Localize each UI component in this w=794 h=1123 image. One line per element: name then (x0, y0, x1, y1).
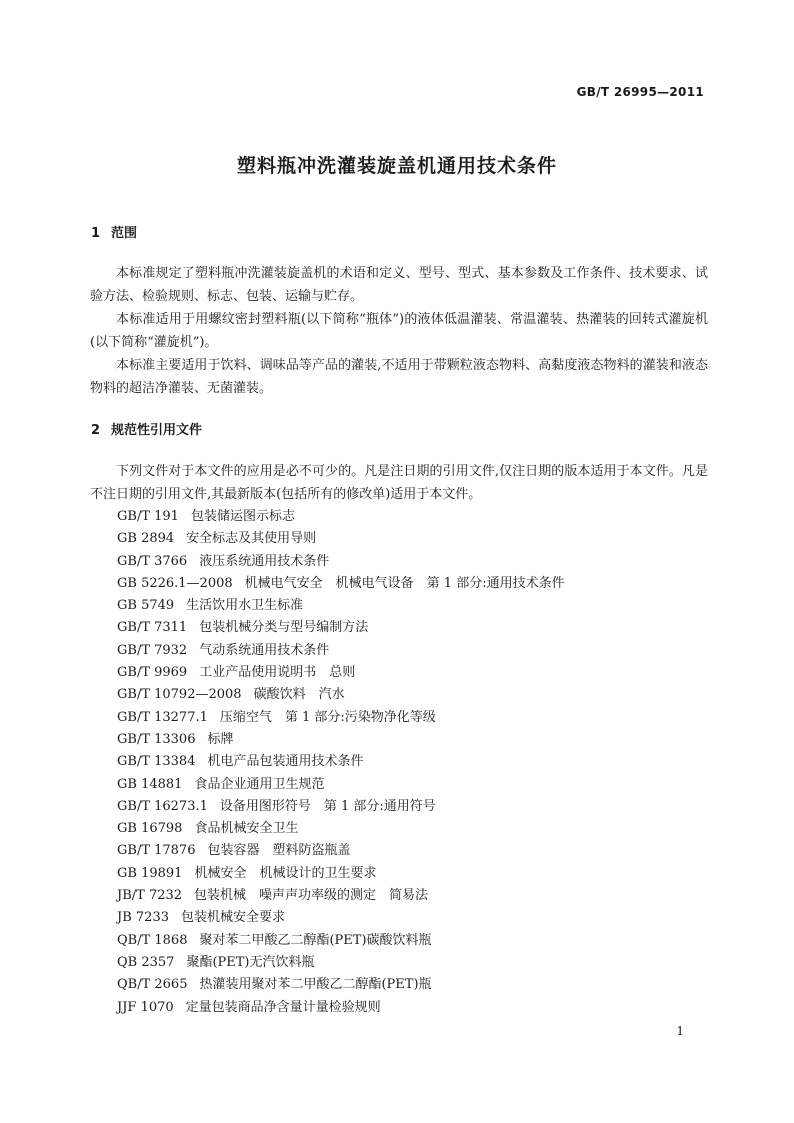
reference-title: 压缩空气 第 1 部分:污染物净化等级 (219, 709, 436, 725)
reference-code: JB 7233 (117, 910, 169, 926)
reference-code: GB/T 13277.1 (117, 709, 208, 725)
doc-code-header: GB/T 26995—2011 (576, 85, 704, 99)
reference-title: 机电产品包装通用技术条件 (207, 754, 364, 770)
reference-code: QB/T 2665 (117, 977, 188, 993)
reference-title: 包装机械分类与型号编制方法 (199, 620, 369, 636)
reference-code: GB 16798 (117, 821, 183, 837)
reference-title: 包装机械 噪声声功率级的测定 简易法 (194, 888, 429, 904)
reference-title: 气动系统通用技术条件 (199, 642, 330, 658)
reference-title: 包装容器 塑料防盗瓶盖 (207, 843, 351, 859)
section-1-number: 1 (91, 226, 101, 241)
reference-title: 包装储运图示标志 (190, 509, 295, 524)
reference-code: JB/T 7232 (117, 888, 183, 904)
reference-item (117, 684, 565, 706)
reference-item (117, 573, 565, 595)
document-title: 塑料瓶冲洗灌装旋盖机通用技术条件 (236, 155, 557, 177)
reference-item (117, 662, 565, 684)
scope-paragraph-2: 本标准适用于用螺纹密封塑料瓶(以下简称“瓶体”)的液体低温灌装、常温灌装、热灌装的回转式灌旋机(以下简称“灌旋机”)。 (90, 312, 708, 350)
page-number: 1 (676, 1024, 684, 1038)
reference-item (117, 930, 565, 952)
reference-title: 食品企业通用卫生规范 (194, 776, 325, 792)
reference-list (117, 506, 565, 1019)
reference-code: GB/T 13384 (117, 754, 196, 770)
reference-item (117, 885, 565, 907)
section-2-heading (91, 419, 202, 438)
reference-item (117, 997, 565, 1019)
reference-code: GB 2894 (117, 531, 175, 547)
section-2-number: 2 (91, 423, 101, 438)
reference-code: GB/T 3766 (117, 553, 188, 569)
reference-code: GB/T 13306 (117, 731, 196, 747)
reference-code: JJF 1070 (117, 999, 174, 1015)
reference-title: 定量包装商品净含量计量检验规则 (185, 999, 381, 1015)
reference-item (117, 506, 565, 528)
reference-item (117, 595, 565, 617)
reference-code: GB/T 16273.1 (117, 798, 208, 814)
reference-item (117, 796, 565, 818)
scope-paragraph-1: 本标准规定了塑料瓶冲洗灌装旋盖机的术语和定义、型号、型式、基本参数及工作条件、技术要求、试验方法、检验规则、标志、包装、运输与贮存。 (90, 266, 708, 304)
reference-title: 工业产品使用说明书 总则 (199, 665, 356, 681)
reference-title: 包装机械安全要求 (180, 910, 285, 926)
reference-code: GB 5226.1—2008 (117, 575, 233, 591)
reference-item (117, 774, 565, 796)
reference-item (117, 551, 565, 573)
reference-code: GB/T 17876 (117, 843, 196, 859)
reference-item (117, 707, 565, 729)
scope-paragraph-3: 本标准主要适用于饮料、调味品等产品的灌装,不适用于带颗粒液态物料、高黏度液态物料的灌装和液态物料的超洁净灌装、无菌灌装。 (90, 358, 708, 396)
reference-title: 机械安全 机械设计的卫生要求 (194, 865, 377, 881)
reference-item (117, 640, 565, 662)
reference-code: QB/T 1868 (117, 932, 188, 948)
reference-title: 食品机械安全卫生 (194, 821, 299, 837)
reference-title: 碳酸饮料 汽水 (253, 687, 345, 703)
reference-code: GB/T 191 (117, 509, 179, 524)
reference-item (117, 751, 565, 773)
reference-title: 液压系统通用技术条件 (199, 553, 330, 569)
reference-title: 机械电气安全 机械电气设备 第 1 部分:通用技术条件 (244, 575, 565, 591)
reference-code: GB/T 10792—2008 (117, 687, 242, 703)
reference-code: QB 2357 (117, 954, 175, 970)
reference-title: 设备用图形符号 第 1 部分:通用符号 (219, 798, 436, 814)
reference-code: GB 19891 (117, 865, 183, 881)
reference-title: 标牌 (207, 731, 234, 747)
reference-code: GB/T 7311 (117, 620, 188, 636)
reference-item (117, 818, 565, 840)
reference-code: GB 5749 (117, 598, 175, 614)
reference-item (117, 617, 565, 639)
reference-title: 聚对苯二甲酸乙二醇酯(PET)碳酸饮料瓶 (199, 932, 432, 948)
reference-title: 聚酯(PET)无汽饮料瓶 (186, 954, 315, 970)
reference-title: 安全标志及其使用导则 (186, 531, 317, 547)
reference-title: 生活饮用水卫生标准 (186, 598, 304, 614)
reference-title: 热灌装用聚对苯二甲酸乙二醇酯(PET)瓶 (199, 977, 432, 993)
reference-item (117, 974, 565, 996)
section-1-heading (91, 222, 137, 241)
reference-code: GB/T 9969 (117, 665, 188, 681)
section-1-title: 范围 (111, 226, 138, 241)
reference-item (117, 907, 565, 929)
reference-item (117, 863, 565, 885)
reference-item (117, 952, 565, 974)
reference-code: GB/T 7932 (117, 642, 188, 658)
section-2-title: 规范性引用文件 (111, 423, 203, 438)
reference-item (117, 528, 565, 550)
reference-item (117, 729, 565, 751)
section-1-body (90, 262, 708, 400)
section-2-intro (90, 460, 708, 506)
normative-intro-paragraph: 下列文件对于本文件的应用是必不可少的。凡是注日期的引用文件,仅注日期的版本适用于本文件。凡是不注日期的引用文件,其最新版本(包括所有的修改单)适用于本文件。 (90, 464, 708, 502)
reference-item (117, 840, 565, 862)
reference-code: GB 14881 (117, 776, 183, 792)
